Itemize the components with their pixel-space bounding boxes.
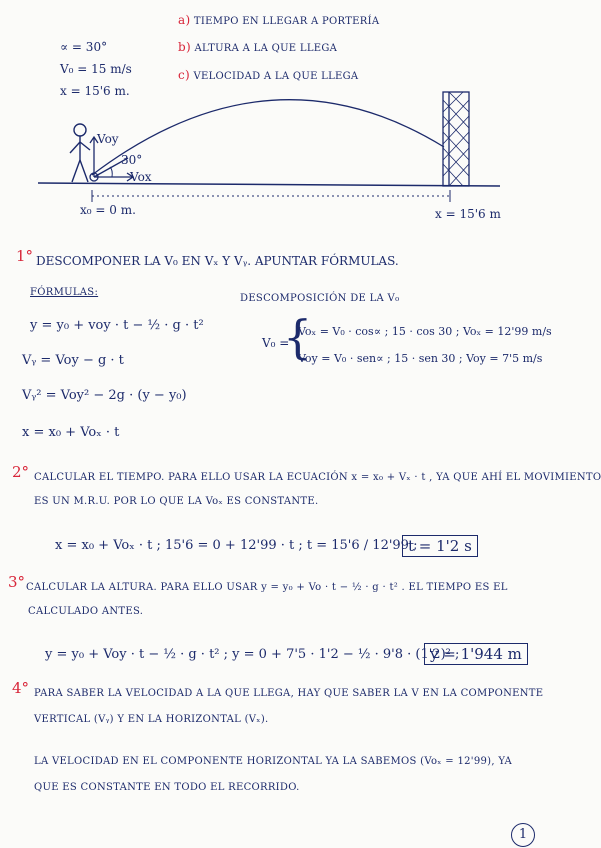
page-number: 1 xyxy=(511,823,535,847)
step3-line1: CALCULAR LA ALTURA. PARA ELLO USAR y = y₀ + Vo · t − ½ · g · t² . EL TIEMPO ES EL xyxy=(26,582,508,593)
step4-line1: PARA SABER LA VELOCIDAD A LA QUE LLEGA, HAY QUE SABER LA V EN LA COMPONENTE xyxy=(34,688,544,699)
projectile-diagram xyxy=(0,0,601,230)
decomposition-vox: Voₓ = V₀ · cos∝ ; 15 · cos 30 ; Voₓ = 12'99 m/s xyxy=(298,325,552,338)
x-end-label: x = 15'6 m xyxy=(435,207,501,221)
angle-label: 30° xyxy=(121,153,143,167)
decomposition-brace: { xyxy=(283,310,313,364)
step1-number: 1° xyxy=(16,247,34,265)
step3-result: y = 1'944 m xyxy=(424,643,528,665)
step4-number: 4° xyxy=(12,679,30,697)
vox-label: Vox xyxy=(130,170,152,184)
goal-net xyxy=(443,92,469,186)
question-c-letter: c) xyxy=(178,68,191,82)
step4-line3: LA VELOCIDAD EN EL COMPONENTE HORIZONTAL YA LA SABEMOS (Voₓ = 12'99), YA xyxy=(34,756,512,767)
question-a xyxy=(178,13,379,27)
question-c xyxy=(178,68,358,82)
formula-velocity-squared: Vᵧ² = Voy² − 2g · (y − y₀) xyxy=(22,388,187,403)
question-a-text: TIEMPO EN LLEGAR A PORTERÍA xyxy=(193,16,380,27)
decomposition-heading: DESCOMPOSICIÓN DE LA V₀ xyxy=(240,293,400,304)
given-v0: V₀ = 15 m/s xyxy=(60,62,132,76)
formula-position-y: y = y₀ + voy · t − ½ · g · t² xyxy=(30,318,204,333)
formulas-heading: FÓRMULAS: xyxy=(30,287,99,298)
given-x: x = 15'6 m. xyxy=(60,84,130,98)
step2-result: t = 1'2 s xyxy=(402,535,478,557)
step3-line2: CALCULADO ANTES. xyxy=(28,606,144,617)
v0-label: V₀ = xyxy=(262,336,290,350)
question-b xyxy=(178,40,337,54)
formula-velocity-y: Vᵧ = Voy − g · t xyxy=(22,353,124,368)
step2-line1: CALCULAR EL TIEMPO. PARA ELLO USAR LA ECUACIÓN x = x₀ + Vₓ · t , YA QUE AHÍ EL MOVIMIENTO xyxy=(34,472,601,483)
question-c-text: VELOCIDAD A LA QUE LLEGA xyxy=(193,71,359,82)
given-angle: ∝ = 30° xyxy=(60,40,108,54)
question-b-text: ALTURA A LA QUE LLEGA xyxy=(194,43,338,54)
step2-equation: x = x₀ + Voₓ · t ; 15'6 = 0 + 12'99 · t ; t = 15'6 / 12'99 ; xyxy=(55,538,418,553)
step2-line2: ES UN M.R.U. POR LO QUE LA Voₓ ES CONSTANTE. xyxy=(34,496,319,507)
ground-line xyxy=(38,183,500,186)
trajectory-curve xyxy=(92,100,444,175)
step2-number: 2° xyxy=(12,463,30,481)
decomposition-voy: Voy = V₀ · sen∝ ; 15 · sen 30 ; Voy = 7'5 m/s xyxy=(298,352,543,365)
step4-line4: QUE ES CONSTANTE EN TODO EL RECORRIDO. xyxy=(34,782,300,793)
voy-label: Voy xyxy=(97,132,119,146)
x0-label: x₀ = 0 m. xyxy=(80,203,136,217)
player-figure xyxy=(70,124,90,182)
step3-equation: y = y₀ + Voy · t − ½ · g · t² ; y = 0 + 7'5 · 1'2 − ½ · 9'8 · (1'2)² ; xyxy=(45,647,460,662)
formula-position-x: x = x₀ + Voₓ · t xyxy=(22,425,120,440)
question-a-letter: a) xyxy=(178,13,191,27)
step1-title: DESCOMPONER LA V₀ EN Vₓ Y Vᵧ. APUNTAR FÓRMULAS. xyxy=(36,254,399,268)
question-b-letter: b) xyxy=(178,40,191,54)
step4-line2: VERTICAL (Vᵧ) Y EN LA HORIZONTAL (Vₓ). xyxy=(34,714,269,725)
step3-number: 3° xyxy=(8,573,26,591)
